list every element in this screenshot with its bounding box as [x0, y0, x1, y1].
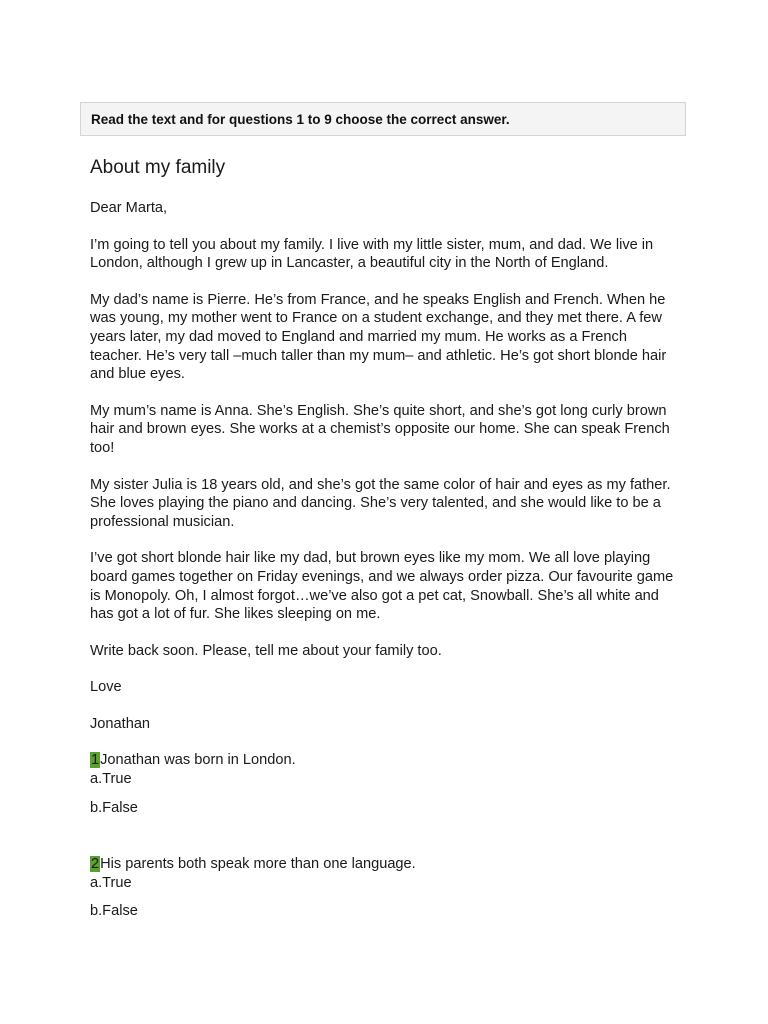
- question-1-option-b[interactable]: b.False: [90, 799, 138, 816]
- letter-greeting: Dear Marta,: [90, 200, 168, 216]
- question-1-text: Jonathan was born in London.: [100, 752, 296, 769]
- question-number-badge: 2: [91, 856, 100, 873]
- letter-paragraph: My dad’s name is Pierre. He’s from France, and he speaks English and French. When he was young, my mother went to France on a student exchange, and they met there. A few years later, my dad moved to England and married my mum. He works as a French teacher. He’s very tall –much taller than my mum– and athletic. He’s got short blonde hair and blue eyes.: [90, 291, 667, 383]
- instruction-box: [80, 102, 686, 136]
- letter-paragraph: I’ve got short blonde hair like my dad, but brown eyes like my mom. We all love playing board games together on Friday evenings, and we always order pizza. Our favourite game is Monopoly. Oh, I almost forgot…we’ve also got a pet cat, Snowball. She’s all white and has got a lot of fur. She likes sleeping on me.: [90, 550, 674, 623]
- question-1-option-a[interactable]: a.True: [90, 771, 132, 788]
- question-number-badge: 1: [91, 752, 100, 769]
- question-2-prompt: [90, 855, 680, 874]
- letter-paragraph: My mum’s name is Anna. She’s English. She’s quite short, and she’s got long curly brown hair and brown eyes. She works at a chemist’s opposite our home. She can speak French too!: [90, 402, 670, 456]
- document-content: [90, 155, 680, 921]
- letter-closing: Love: [90, 679, 122, 696]
- question-1: [90, 751, 680, 817]
- question-2-option-b[interactable]: b.False: [90, 903, 138, 920]
- letter-paragraph: I’m going to tell you about my family. I live with my little sister, mum, and dad. We live in London, although I grew up in Lancaster, a beautiful city in the North of England.: [90, 236, 654, 272]
- letter-paragraph: My sister Julia is 18 years old, and she’s got the same color of hair and eyes as my father. She loves playing the piano and dancing. She’s very talented, and she would like to be a professional musician.: [90, 476, 671, 530]
- question-1-prompt: [90, 751, 680, 770]
- letter-paragraph: Write back soon. Please, tell me about your family too.: [90, 642, 442, 659]
- instruction-text: Read the text and for questions 1 to 9 choose the correct answer.: [91, 111, 510, 127]
- page-title: About my family: [90, 157, 226, 178]
- question-2-option-a[interactable]: a.True: [90, 874, 132, 891]
- question-2-text: His parents both speak more than one language.: [100, 856, 416, 873]
- letter-signature: Jonathan: [90, 715, 151, 732]
- question-2: [90, 855, 680, 921]
